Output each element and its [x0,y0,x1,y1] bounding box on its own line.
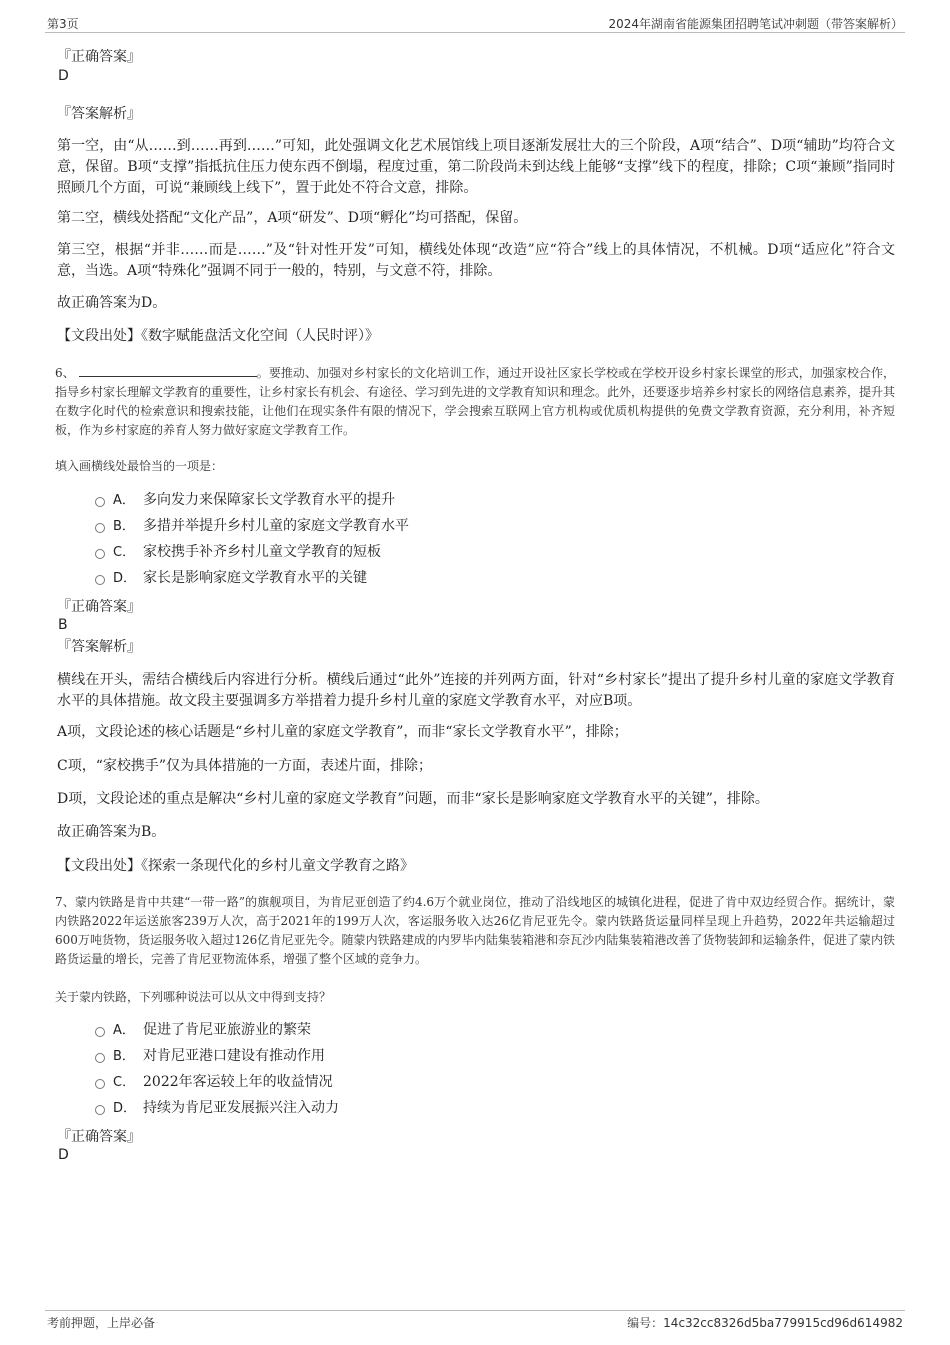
option-a[interactable]: A． 促进了肯尼亚旅游业的繁荣 [95,1020,311,1041]
analysis-paragraph: 第三空，根据“并非……而是……”及“针对性开发”可知，横线处体现“改造”应“符合”线上的具体情况，不机械。D项“适应化”符合文意，当选。A项“特殊化”强调不同于一般的，特别，与文意不符，排除。 [57,242,895,279]
analysis-paragraph: 横线在开头，需结合横线后内容进行分析。横线后通过“此外”连接的并列两方面，针对“乡村家长”提出了提升乡村儿童的家庭文学教育水平的具体措施。故文段主要强调多方举措着力提升乡村儿童的家庭文学教育水平，对应B项。 [57,672,895,709]
question-prompt: 填入画横线处最恰当的一项是： [55,459,224,473]
analysis-paragraph: C项，“家校携手”仅为具体措施的一方面，表述片面，排除； [57,758,433,774]
question-6-text [55,364,895,440]
option-d[interactable]: D． 家长是影响家庭文学教育水平的关键 [95,568,367,589]
analysis-paragraph: 第一空，由“从……到……再到……”可知，此处强调文化艺术展馆线上项目逐渐发展壮大的三个阶段，A项“结合”、D项“辅助”均符合文意，保留。B项“支撑”指抵抗住压力使东西不倒塌，程度过重，第二阶段尚未到达线上能够“支撑”线下的程度，排除；C项“兼顾”指同时照顾几个方面，可说“兼顾线上线下”，置于此处不符合文意，排除。 [57,138,895,196]
radio-icon[interactable] [95,1105,105,1115]
question-7-text: 7、蒙内铁路是肯中共建“一带一路”的旗舰项目，为肯尼亚创造了约4.6万个就业岗位，推动了沿线地区的城镇化进程，促进了肯中双边经贸合作。据统计，蒙内铁路2022年运送旅客239万人次，高于2021年的199万人次，客运服务收入达26亿肯尼亚先令。蒙内铁路货运量同样呈现上升趋势，2022年共运输超过600万吨货物，货运服务收入超过126亿肯尼亚先令。随蒙内铁路建成的内罗毕内陆集装箱港和奈瓦沙内陆集装箱港改善了货物装卸和运输条件，促进了蒙内铁路货运量的增长，完善了肯尼亚物流体系，增强了整个区域的竞争力。 [55,895,895,966]
question-number: 6、 [55,366,75,380]
analysis-label: 『答案解析』 [57,106,141,122]
source-citation: 【文段出处】《数字赋能盘活文化空间（人民时评）》 [57,328,379,344]
option-c[interactable]: C． 2022年客运较上年的收益情况 [95,1072,333,1093]
question-prompt: 关于蒙内铁路，下列哪种说法可以从文中得到支持？ [55,990,332,1004]
analysis-paragraph: 第二空，横线处搭配“文化产品”，A项“研发”、D项“孵化”均可搭配，保留。 [57,210,528,226]
correct-answer-label: 『正确答案』 [57,599,141,615]
option-b[interactable]: B． 对肯尼亚港口建设有推动作用 [95,1046,325,1067]
page-number: 第3页 [47,17,79,31]
analysis-conclusion: 故正确答案为B。 [57,824,166,840]
source-citation: 【文段出处】《探索一条现代化的乡村儿童文学教育之路》 [57,858,414,874]
option-d[interactable]: D． 持续为肯尼亚发展振兴注入动力 [95,1098,339,1119]
correct-answer-label: 『正确答案』 [57,49,141,65]
fill-blank [79,364,257,377]
analysis-label: 『答案解析』 [57,639,141,655]
option-a[interactable]: A． 多向发力来保障家长文学教育水平的提升 [95,490,395,511]
correct-answer-value: D [58,1147,69,1163]
footer-slogan: 考前押题，上岸必备 [47,1316,156,1330]
radio-icon[interactable] [95,1053,105,1063]
footer-divider [45,1310,905,1311]
header-divider [45,32,905,33]
document-id: 编号：14c32cc8326d5ba779915cd96d614982 [627,1316,903,1330]
radio-icon[interactable] [95,549,105,559]
correct-answer-value: D [58,68,69,84]
analysis-paragraph: A项，文段论述的核心话题是“乡村儿童的家庭文学教育”，而非“家长文学教育水平”，排除； [57,724,628,740]
option-b[interactable]: B． 多措并举提升乡村儿童的家庭文学教育水平 [95,516,409,537]
radio-icon[interactable] [95,497,105,507]
correct-answer-value: B [58,617,68,633]
radio-icon[interactable] [95,523,105,533]
radio-icon[interactable] [95,1027,105,1037]
analysis-conclusion: 故正确答案为D。 [57,295,167,311]
option-c[interactable]: C． 家校携手补齐乡村儿童文学教育的短板 [95,542,381,563]
correct-answer-label: 『正确答案』 [57,1129,141,1145]
radio-icon[interactable] [95,575,105,585]
analysis-paragraph: D项，文段论述的重点是解决“乡村儿童的家庭文学教育”问题，而非“家长是影响家庭文学教育水平的关键”，排除。 [57,791,769,807]
radio-icon[interactable] [95,1079,105,1089]
question-body: 。要推动、加强对乡村家长的文化培训工作，通过开设社区家长学校或在学校开设乡村家长课堂的形式，加强家校合作，指导乡村家长理解文学教育的重要性，让乡村家长有机会、有途径、学习到先进的文学教育知识和理念。此外，还要逐步培养乡村家长的网络信息素养，提升其在数字化时代的检索意识和搜索技能，让他们在现实条件有限的情况下，学会搜索互联网上官方机构或优质机构提供的免费文学教育资源，充分利用，补齐短板，作为乡村家庭的养育人努力做好家庭文学教育工作。 [55,366,896,437]
document-title: 2024年湖南省能源集团招聘笔试冲刺题（带答案解析） [608,17,903,31]
